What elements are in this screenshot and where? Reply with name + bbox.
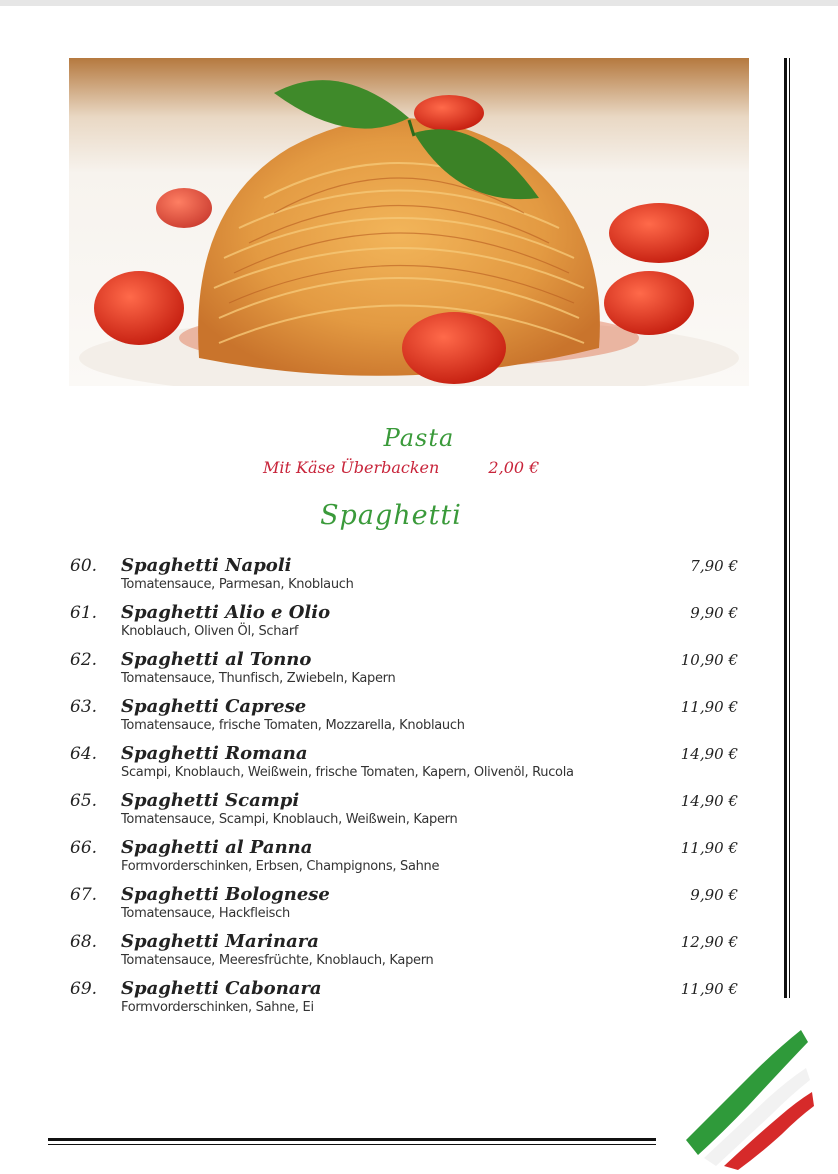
spaghetti-menu-list xyxy=(70,555,740,1025)
menu-item xyxy=(70,696,740,743)
cheese-extra-label: Mit Käse Überbacken xyxy=(263,458,440,477)
item-number: 63. xyxy=(70,697,98,717)
menu-item xyxy=(70,790,740,837)
item-description: Scampi, Knoblauch, Weißwein, frische Tomaten, Kapern, Olivenöl, Rucola xyxy=(121,765,574,780)
cheese-extra-price: 2,00 € xyxy=(488,458,540,477)
menu-item xyxy=(70,837,740,884)
item-name: Spaghetti Caprese xyxy=(121,696,307,717)
item-price: 10,90 € xyxy=(680,651,738,669)
item-description: Tomatensauce, Parmesan, Knoblauch xyxy=(121,577,354,592)
item-description: Formvorderschinken, Sahne, Ei xyxy=(121,1000,314,1015)
item-name: Spaghetti Scampi xyxy=(121,790,300,811)
top-strip xyxy=(0,0,838,6)
item-description: Knoblauch, Oliven Öl, Scharf xyxy=(121,624,299,639)
item-name: Spaghetti Napoli xyxy=(121,555,292,576)
item-description: Tomatensauce, Hackfleisch xyxy=(121,906,290,921)
item-description: Tomatensauce, Thunfisch, Zwiebeln, Kapern xyxy=(121,671,396,686)
item-name: Spaghetti Cabonara xyxy=(121,978,322,999)
item-name: Spaghetti al Tonno xyxy=(121,649,312,670)
menu-item xyxy=(70,931,740,978)
item-price: 11,90 € xyxy=(680,698,738,716)
item-name: Spaghetti Marinara xyxy=(121,931,319,952)
item-number: 64. xyxy=(70,744,98,764)
item-price: 9,90 € xyxy=(690,604,738,622)
item-number: 69. xyxy=(70,979,98,999)
menu-item xyxy=(70,978,740,1025)
item-number: 68. xyxy=(70,932,98,952)
item-description: Tomatensauce, frische Tomaten, Mozzarella, Knoblauch xyxy=(121,718,465,733)
item-price: 11,90 € xyxy=(680,980,738,998)
item-number: 67. xyxy=(70,885,98,905)
item-number: 62. xyxy=(70,650,98,670)
item-number: 66. xyxy=(70,838,98,858)
item-description: Formvorderschinken, Erbsen, Champignons, Sahne xyxy=(121,859,440,874)
menu-item xyxy=(70,555,740,602)
menu-item xyxy=(70,602,740,649)
pasta-heading: Pasta xyxy=(383,424,455,452)
item-description: Tomatensauce, Scampi, Knoblauch, Weißwein, Kapern xyxy=(121,812,458,827)
item-price: 7,90 € xyxy=(690,557,738,575)
menu-item xyxy=(70,743,740,790)
item-number: 61. xyxy=(70,603,98,623)
item-price: 14,90 € xyxy=(680,745,738,763)
spaghetti-heading: Spaghetti xyxy=(320,500,462,531)
item-name: Spaghetti Bolognese xyxy=(121,884,330,905)
item-name: Spaghetti Alio e Olio xyxy=(121,602,331,623)
item-price: 11,90 € xyxy=(680,839,738,857)
bottom-border-rule xyxy=(48,1138,656,1145)
item-name: Spaghetti al Panna xyxy=(121,837,313,858)
item-number: 60. xyxy=(70,556,98,576)
item-price: 12,90 € xyxy=(680,933,738,951)
item-number: 65. xyxy=(70,791,98,811)
cheese-extra-line xyxy=(263,458,539,477)
item-name: Spaghetti Romana xyxy=(121,743,308,764)
menu-item xyxy=(70,649,740,696)
item-price: 9,90 € xyxy=(690,886,738,904)
spaghetti-photo xyxy=(69,58,749,386)
item-description: Tomatensauce, Meeresfrüchte, Knoblauch, Kapern xyxy=(121,953,434,968)
menu-item xyxy=(70,884,740,931)
item-price: 14,90 € xyxy=(680,792,738,810)
italian-flag-brush-icon xyxy=(676,1020,816,1170)
